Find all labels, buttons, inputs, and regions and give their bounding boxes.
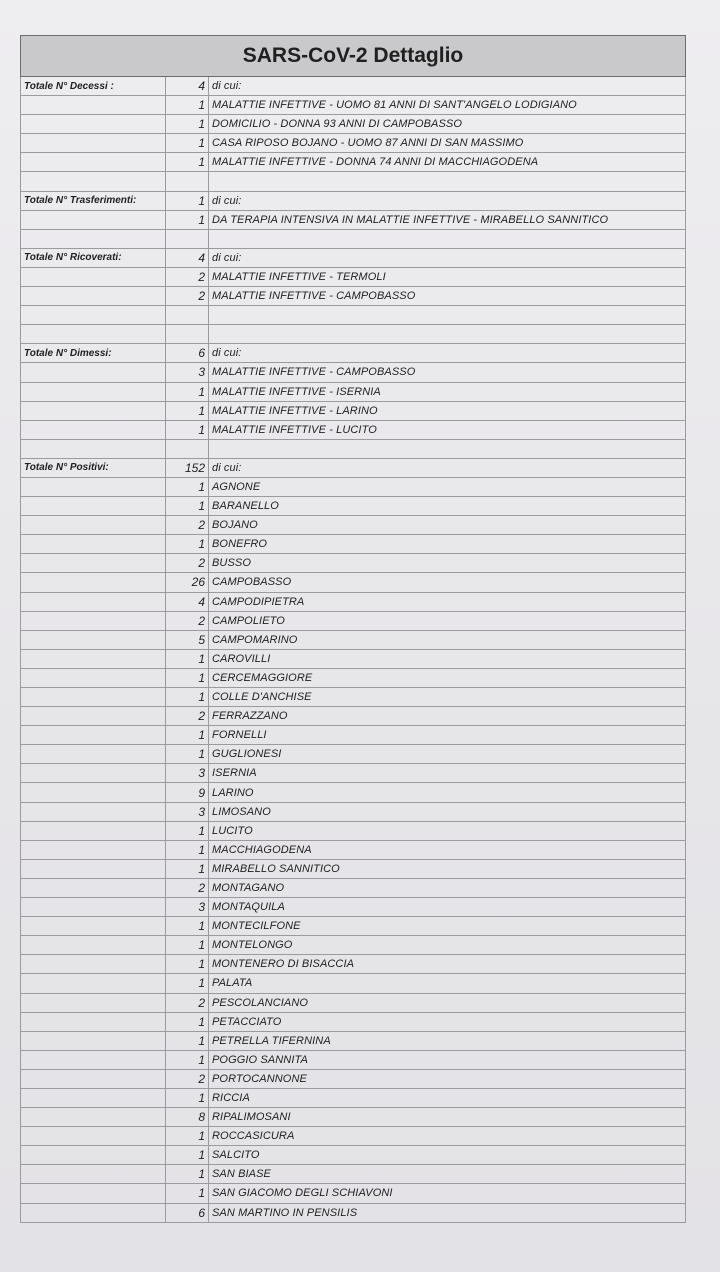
row-count: 1 [166, 1127, 209, 1146]
row-description: SAN MARTINO IN PENSILIS [209, 1203, 686, 1222]
row-count: 1 [166, 1146, 209, 1165]
row-count: 1 [166, 821, 209, 840]
empty-label-cell [21, 764, 166, 783]
table-row [21, 936, 686, 955]
row-description: BUSSO [209, 554, 686, 573]
row-count: 1 [166, 840, 209, 859]
row-count: 1 [166, 477, 209, 496]
row-count: 1 [166, 210, 209, 229]
row-count: 2 [166, 707, 209, 726]
empty-label-cell [21, 554, 166, 573]
empty-cell [209, 229, 686, 248]
table-row [21, 1012, 686, 1031]
row-count: 2 [166, 611, 209, 630]
row-count: 1 [166, 96, 209, 115]
table-row [21, 917, 686, 936]
table-row [21, 96, 686, 115]
row-count: 1 [166, 936, 209, 955]
empty-label-cell [21, 993, 166, 1012]
row-count: 1 [166, 153, 209, 172]
empty-label-cell [21, 840, 166, 859]
empty-label-cell [21, 96, 166, 115]
table-row [21, 688, 686, 707]
empty-cell [21, 172, 166, 191]
empty-label-cell [21, 497, 166, 516]
row-description: MACCHIAGODENA [209, 840, 686, 859]
row-count: 1 [166, 134, 209, 153]
section-total: 6 [166, 344, 209, 363]
table-row [21, 1069, 686, 1088]
row-description: MIRABELLO SANNITICO [209, 859, 686, 878]
empty-label-cell [21, 363, 166, 382]
row-description: RICCIA [209, 1088, 686, 1107]
row-description: COLLE D'ANCHISE [209, 688, 686, 707]
row-count: 2 [166, 287, 209, 306]
row-description: CAMPOBASSO [209, 573, 686, 592]
empty-label-cell [21, 401, 166, 420]
empty-label-cell [21, 1108, 166, 1127]
empty-label-cell [21, 382, 166, 401]
row-description: FORNELLI [209, 726, 686, 745]
row-count: 1 [166, 974, 209, 993]
empty-label-cell [21, 1127, 166, 1146]
empty-label-cell [21, 477, 166, 496]
section-total-text: di cui: [209, 458, 686, 477]
section-total-text: di cui: [209, 191, 686, 210]
row-description: PALATA [209, 974, 686, 993]
row-description: BOJANO [209, 516, 686, 535]
row-count: 1 [166, 535, 209, 554]
empty-label-cell [21, 1050, 166, 1069]
table-row [21, 974, 686, 993]
row-description: SAN GIACOMO DEGLI SCHIAVONI [209, 1184, 686, 1203]
blank-row [21, 439, 686, 458]
row-count: 1 [166, 955, 209, 974]
empty-label-cell [21, 936, 166, 955]
empty-label-cell [21, 668, 166, 687]
empty-label-cell [21, 611, 166, 630]
table-row [21, 516, 686, 535]
row-count: 1 [166, 1088, 209, 1107]
row-count: 1 [166, 1031, 209, 1050]
empty-label-cell [21, 1031, 166, 1050]
row-description: MALATTIE INFETTIVE - LARINO [209, 401, 686, 420]
empty-label-cell [21, 153, 166, 172]
row-count: 2 [166, 516, 209, 535]
empty-label-cell [21, 821, 166, 840]
empty-label-cell [21, 859, 166, 878]
empty-cell [166, 325, 209, 344]
empty-label-cell [21, 1012, 166, 1031]
empty-label-cell [21, 573, 166, 592]
section-label: Totale N° Trasferimenti: [21, 191, 166, 210]
row-description: FERRAZZANO [209, 707, 686, 726]
row-description: SALCITO [209, 1146, 686, 1165]
row-count: 1 [166, 917, 209, 936]
empty-label-cell [21, 649, 166, 668]
table-row [21, 382, 686, 401]
table-row [21, 115, 686, 134]
row-description: POGGIO SANNITA [209, 1050, 686, 1069]
row-count: 3 [166, 802, 209, 821]
empty-cell [166, 172, 209, 191]
table-row [21, 134, 686, 153]
row-description: MONTECILFONE [209, 917, 686, 936]
row-description: DOMICILIO - DONNA 93 ANNI DI CAMPOBASSO [209, 115, 686, 134]
table-row [21, 1146, 686, 1165]
detail-table [20, 77, 686, 1223]
table-row [21, 401, 686, 420]
row-count: 1 [166, 649, 209, 668]
table-row [21, 840, 686, 859]
row-count: 6 [166, 1203, 209, 1222]
table-row [21, 420, 686, 439]
row-count: 2 [166, 267, 209, 286]
row-description: MALATTIE INFETTIVE - CAMPOBASSO [209, 287, 686, 306]
empty-label-cell [21, 955, 166, 974]
row-count: 8 [166, 1108, 209, 1127]
table-row [21, 535, 686, 554]
table-row [21, 707, 686, 726]
row-count: 1 [166, 1012, 209, 1031]
row-count: 4 [166, 592, 209, 611]
empty-label-cell [21, 726, 166, 745]
row-description: BONEFRO [209, 535, 686, 554]
empty-label-cell [21, 898, 166, 917]
empty-label-cell [21, 287, 166, 306]
table-row [21, 802, 686, 821]
empty-label-cell [21, 917, 166, 936]
empty-label-cell [21, 630, 166, 649]
table-row [21, 210, 686, 229]
row-description: BARANELLO [209, 497, 686, 516]
table-row [21, 1165, 686, 1184]
empty-label-cell [21, 516, 166, 535]
table-row [21, 726, 686, 745]
empty-cell [166, 439, 209, 458]
empty-label-cell [21, 267, 166, 286]
section-total: 1 [166, 191, 209, 210]
row-count: 1 [166, 726, 209, 745]
row-description: MONTAGANO [209, 878, 686, 897]
table-row [21, 898, 686, 917]
blank-row [21, 325, 686, 344]
row-description: MALATTIE INFETTIVE - DONNA 74 ANNI DI MACCHIAGODENA [209, 153, 686, 172]
empty-label-cell [21, 115, 166, 134]
empty-cell [21, 229, 166, 248]
row-description: MALATTIE INFETTIVE - ISERNIA [209, 382, 686, 401]
table-row [21, 859, 686, 878]
section-label: Totale N° Ricoverati: [21, 248, 166, 267]
empty-cell [209, 306, 686, 325]
table-row [21, 287, 686, 306]
empty-cell [166, 229, 209, 248]
row-description: LUCITO [209, 821, 686, 840]
empty-cell [209, 439, 686, 458]
row-count: 3 [166, 898, 209, 917]
section-header-row [21, 344, 686, 363]
table-row [21, 955, 686, 974]
row-description: AGNONE [209, 477, 686, 496]
table-row [21, 554, 686, 573]
empty-label-cell [21, 878, 166, 897]
table-row [21, 649, 686, 668]
empty-cell [166, 306, 209, 325]
section-label: Totale N° Decessi : [21, 77, 166, 96]
section-total: 4 [166, 248, 209, 267]
table-row [21, 477, 686, 496]
table-row [21, 1184, 686, 1203]
table-row [21, 993, 686, 1012]
section-total-text: di cui: [209, 344, 686, 363]
table-row [21, 821, 686, 840]
row-count: 9 [166, 783, 209, 802]
table-row [21, 668, 686, 687]
row-description: CAROVILLI [209, 649, 686, 668]
row-description: PESCOLANCIANO [209, 993, 686, 1012]
table-row [21, 573, 686, 592]
table-row [21, 1127, 686, 1146]
report-sheet [20, 35, 686, 1223]
row-count: 1 [166, 420, 209, 439]
row-count: 1 [166, 1050, 209, 1069]
row-description: MALATTIE INFETTIVE - LUCITO [209, 420, 686, 439]
empty-label-cell [21, 1203, 166, 1222]
table-row [21, 592, 686, 611]
row-description: CERCEMAGGIORE [209, 668, 686, 687]
row-description: GUGLIONESI [209, 745, 686, 764]
row-description: LARINO [209, 783, 686, 802]
table-row [21, 783, 686, 802]
empty-label-cell [21, 210, 166, 229]
table-row [21, 611, 686, 630]
table-row [21, 1108, 686, 1127]
empty-label-cell [21, 688, 166, 707]
row-count: 1 [166, 745, 209, 764]
empty-cell [21, 439, 166, 458]
row-description: RIPALIMOSANI [209, 1108, 686, 1127]
row-count: 1 [166, 401, 209, 420]
row-count: 1 [166, 668, 209, 687]
empty-label-cell [21, 783, 166, 802]
table-row [21, 630, 686, 649]
section-header-row [21, 191, 686, 210]
row-count: 1 [166, 859, 209, 878]
table-row [21, 1050, 686, 1069]
row-description: MONTENERO DI BISACCIA [209, 955, 686, 974]
table-row [21, 497, 686, 516]
row-description: DA TERAPIA INTENSIVA IN MALATTIE INFETTIVE - MIRABELLO SANNITICO [209, 210, 686, 229]
row-description: CAMPOLIETO [209, 611, 686, 630]
row-count: 3 [166, 363, 209, 382]
row-count: 1 [166, 1184, 209, 1203]
blank-row [21, 306, 686, 325]
section-total: 4 [166, 77, 209, 96]
empty-label-cell [21, 802, 166, 821]
empty-label-cell [21, 707, 166, 726]
row-count: 1 [166, 115, 209, 134]
empty-label-cell [21, 1184, 166, 1203]
table-row [21, 1088, 686, 1107]
empty-cell [209, 325, 686, 344]
empty-label-cell [21, 134, 166, 153]
section-header-row [21, 458, 686, 477]
empty-label-cell [21, 1069, 166, 1088]
row-description: CASA RIPOSO BOJANO - UOMO 87 ANNI DI SAN MASSIMO [209, 134, 686, 153]
row-description: MALATTIE INFETTIVE - TERMOLI [209, 267, 686, 286]
row-description: MALATTIE INFETTIVE - CAMPOBASSO [209, 363, 686, 382]
section-total-text: di cui: [209, 248, 686, 267]
table-row [21, 745, 686, 764]
row-count: 1 [166, 1165, 209, 1184]
blank-row [21, 172, 686, 191]
row-count: 1 [166, 497, 209, 516]
row-count: 26 [166, 573, 209, 592]
row-description: PETRELLA TIFERNINA [209, 1031, 686, 1050]
table-row [21, 878, 686, 897]
section-total-text: di cui: [209, 77, 686, 96]
empty-cell [21, 325, 166, 344]
table-row [21, 363, 686, 382]
row-count: 2 [166, 554, 209, 573]
row-count: 1 [166, 688, 209, 707]
empty-label-cell [21, 592, 166, 611]
section-header-row [21, 248, 686, 267]
row-description: ROCCASICURA [209, 1127, 686, 1146]
blank-row [21, 229, 686, 248]
empty-cell [209, 172, 686, 191]
row-description: PORTOCANNONE [209, 1069, 686, 1088]
row-count: 1 [166, 382, 209, 401]
empty-label-cell [21, 974, 166, 993]
empty-label-cell [21, 420, 166, 439]
row-count: 2 [166, 878, 209, 897]
section-label: Totale N° Dimessi: [21, 344, 166, 363]
row-description: CAMPOMARINO [209, 630, 686, 649]
empty-label-cell [21, 1088, 166, 1107]
row-description: MALATTIE INFETTIVE - UOMO 81 ANNI DI SANT'ANGELO LODIGIANO [209, 96, 686, 115]
report-title: SARS-CoV-2 Dettaglio [20, 35, 686, 77]
row-description: PETACCIATO [209, 1012, 686, 1031]
section-total: 152 [166, 458, 209, 477]
empty-cell [21, 306, 166, 325]
section-header-row [21, 77, 686, 96]
row-description: CAMPODIPIETRA [209, 592, 686, 611]
row-description: LIMOSANO [209, 802, 686, 821]
table-row [21, 764, 686, 783]
row-description: ISERNIA [209, 764, 686, 783]
empty-label-cell [21, 535, 166, 554]
row-count: 3 [166, 764, 209, 783]
table-row [21, 1031, 686, 1050]
row-description: SAN BIASE [209, 1165, 686, 1184]
row-count: 5 [166, 630, 209, 649]
row-count: 2 [166, 993, 209, 1012]
empty-label-cell [21, 1165, 166, 1184]
table-row [21, 153, 686, 172]
row-description: MONTAQUILA [209, 898, 686, 917]
empty-label-cell [21, 745, 166, 764]
row-description: MONTELONGO [209, 936, 686, 955]
empty-label-cell [21, 1146, 166, 1165]
table-row [21, 267, 686, 286]
section-label: Totale N° Positivi: [21, 458, 166, 477]
row-count: 2 [166, 1069, 209, 1088]
table-row [21, 1203, 686, 1222]
